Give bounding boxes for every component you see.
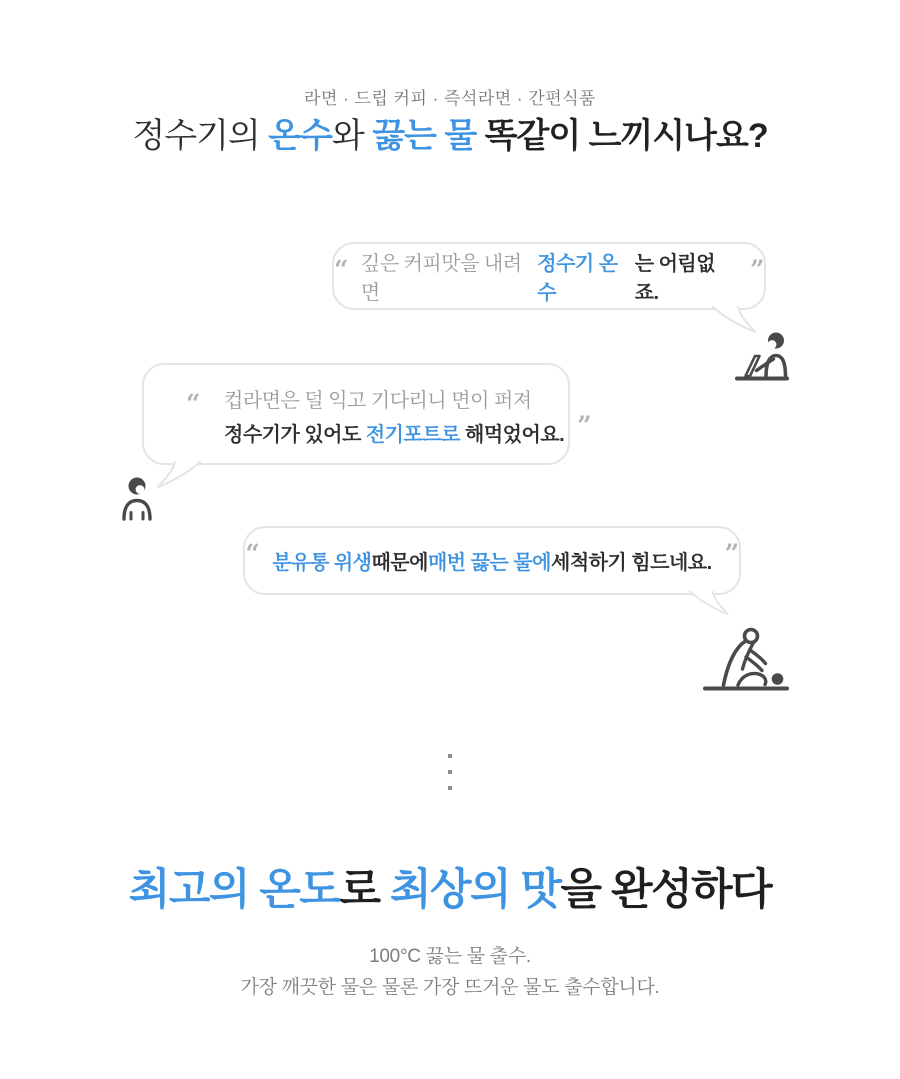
person-at-laptop-icon bbox=[732, 326, 792, 382]
close-quote-icon: ” bbox=[750, 254, 764, 284]
quote-bubble-coffee bbox=[332, 242, 766, 310]
quote-text: 해먹었어요. bbox=[459, 424, 565, 446]
dot bbox=[448, 754, 452, 758]
quote-text: 세척하기 힘드네요. bbox=[551, 552, 712, 574]
woman-icon bbox=[119, 475, 155, 521]
bubble-tail bbox=[156, 461, 202, 488]
quote-text: 정수기가 있어도 bbox=[224, 424, 366, 446]
title-highlight-hot-water: 온수 bbox=[268, 117, 332, 155]
title-part: 와 bbox=[331, 117, 373, 155]
quote-text: 는 어림없죠. bbox=[634, 253, 716, 304]
page-title bbox=[0, 114, 900, 158]
open-quote-icon: “ bbox=[186, 389, 200, 418]
bottom-headline bbox=[0, 856, 900, 917]
quote-highlight: 정수기 온수 bbox=[537, 253, 618, 304]
outro-line-1: 100°C 끓는 물 출수. bbox=[369, 946, 531, 967]
outro-line-2: 가장 깨끗한 물은 물론 가장 뜨거운 물도 출수합니다. bbox=[240, 977, 660, 998]
bubble-tail bbox=[686, 591, 732, 615]
quote-highlight: 매번 끓는 물에 bbox=[427, 552, 551, 574]
open-quote-icon: “ bbox=[245, 539, 260, 568]
title-part: 정수기의 bbox=[132, 117, 269, 155]
quote-line-2 bbox=[224, 411, 592, 452]
headline-highlight-taste: 최상의 맛 bbox=[389, 866, 561, 914]
quote-text: 컵라면은 덜 익고 기다리니 면이 퍼져 bbox=[224, 390, 532, 412]
close-quote-icon: ” bbox=[577, 411, 592, 440]
category-line: 라면 · 드립 커피 · 즉석라면 · 간편식품 bbox=[304, 89, 596, 108]
headline-part: 을 완성하다 bbox=[560, 866, 772, 914]
quote-bubble-ramen bbox=[142, 363, 592, 465]
quote-highlight: 분유통 위생 bbox=[272, 552, 372, 574]
quote-bubble-baby-bottle bbox=[243, 526, 741, 595]
quote-text: 깊은 커피맛을 내려면 bbox=[360, 253, 522, 304]
close-quote-icon: ” bbox=[724, 539, 739, 568]
parent-with-baby-icon bbox=[702, 626, 790, 692]
dot bbox=[448, 786, 452, 790]
quote-highlight: 전기포트로 bbox=[365, 424, 460, 446]
dot bbox=[448, 770, 452, 774]
outro-paragraph bbox=[0, 941, 900, 1003]
title-part: 똑같이 느끼시나요? bbox=[476, 117, 768, 155]
open-quote-icon: “ bbox=[334, 254, 348, 284]
ellipsis-dots bbox=[0, 754, 900, 790]
quote-text: 때문에 bbox=[371, 552, 428, 574]
headline-part: 로 bbox=[339, 866, 390, 914]
quote-line-1 bbox=[224, 384, 568, 418]
headline-highlight-temperature: 최고의 온도 bbox=[128, 866, 340, 914]
title-highlight-boiling-water: 끓는 물 bbox=[372, 117, 477, 155]
